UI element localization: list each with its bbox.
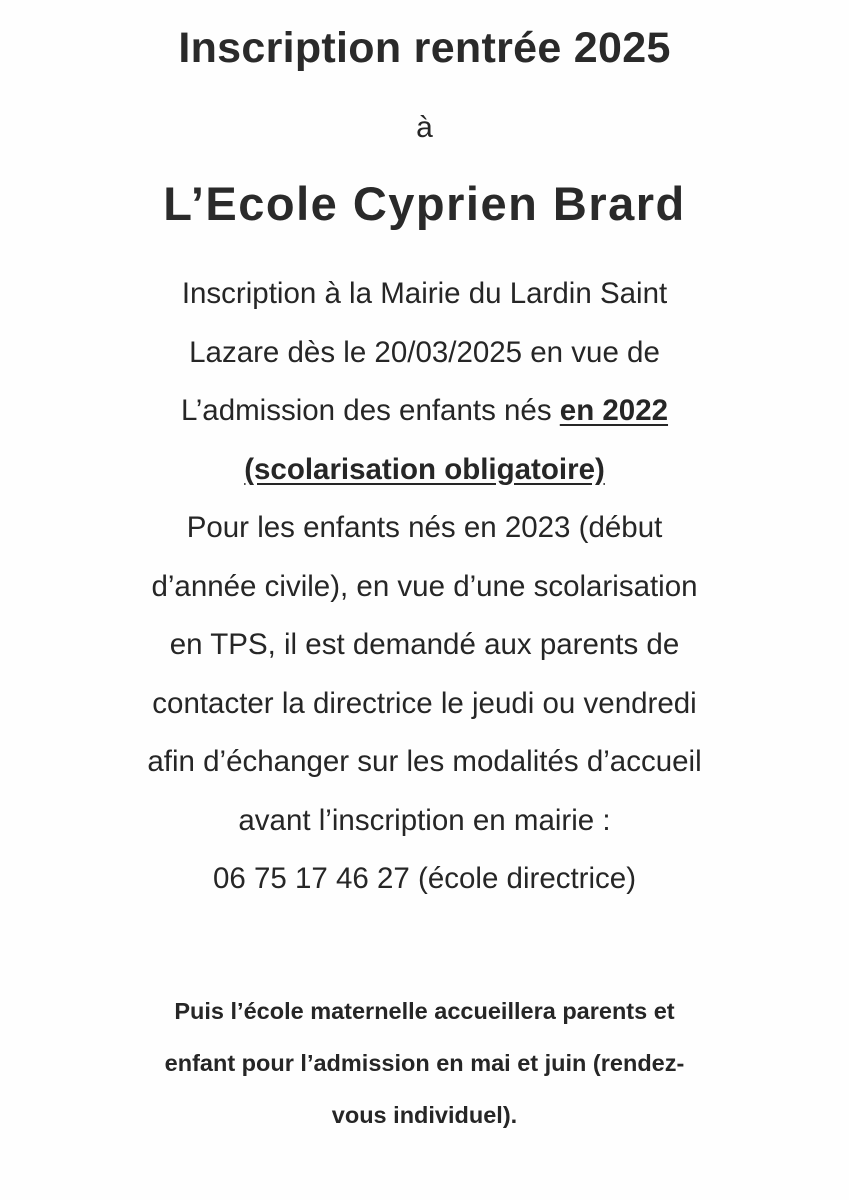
body-line-mandatory xyxy=(0,441,849,500)
page-title: Inscription rentrée 2025 xyxy=(178,24,671,72)
body-line: contacter la directrice le jeudi ou vendredi xyxy=(152,686,697,720)
body-line: d’année civile), en vue d’une scolarisation xyxy=(151,569,698,603)
footer-line: Puis l’école maternelle accueillera parents et xyxy=(174,998,675,1024)
title-connector: à xyxy=(416,111,433,144)
mandatory-schooling-emphasis: (scolarisation obligatoire) xyxy=(244,452,605,486)
body-line: Pour les enfants nés en 2023 (début xyxy=(186,511,663,544)
birth-year-emphasis: en 2022 xyxy=(559,394,669,427)
footer-line: vous individuel). xyxy=(331,1102,518,1128)
body-line: en TPS, il est demandé aux parents de xyxy=(169,628,680,661)
registration-details xyxy=(0,265,849,909)
footer-note xyxy=(0,985,849,1141)
body-line: avant l’inscription en mairie : xyxy=(238,803,611,837)
body-line: Lazare dès le 20/03/2025 en vue de xyxy=(189,335,660,369)
body-line: afin d’échanger sur les modalités d’accueil xyxy=(147,745,702,778)
body-line: Inscription à la Mairie du Lardin Saint xyxy=(181,277,668,310)
body-line-admission xyxy=(0,382,849,441)
school-name: L’Ecole Cyprien Brard xyxy=(163,177,686,230)
admission-text: L’admission des enfants nés xyxy=(180,394,560,427)
footer-line: enfant pour l’admission en mai et juin (rendez- xyxy=(164,1050,685,1076)
phone-number: 06 75 17 46 27 (école directrice) xyxy=(212,862,637,895)
